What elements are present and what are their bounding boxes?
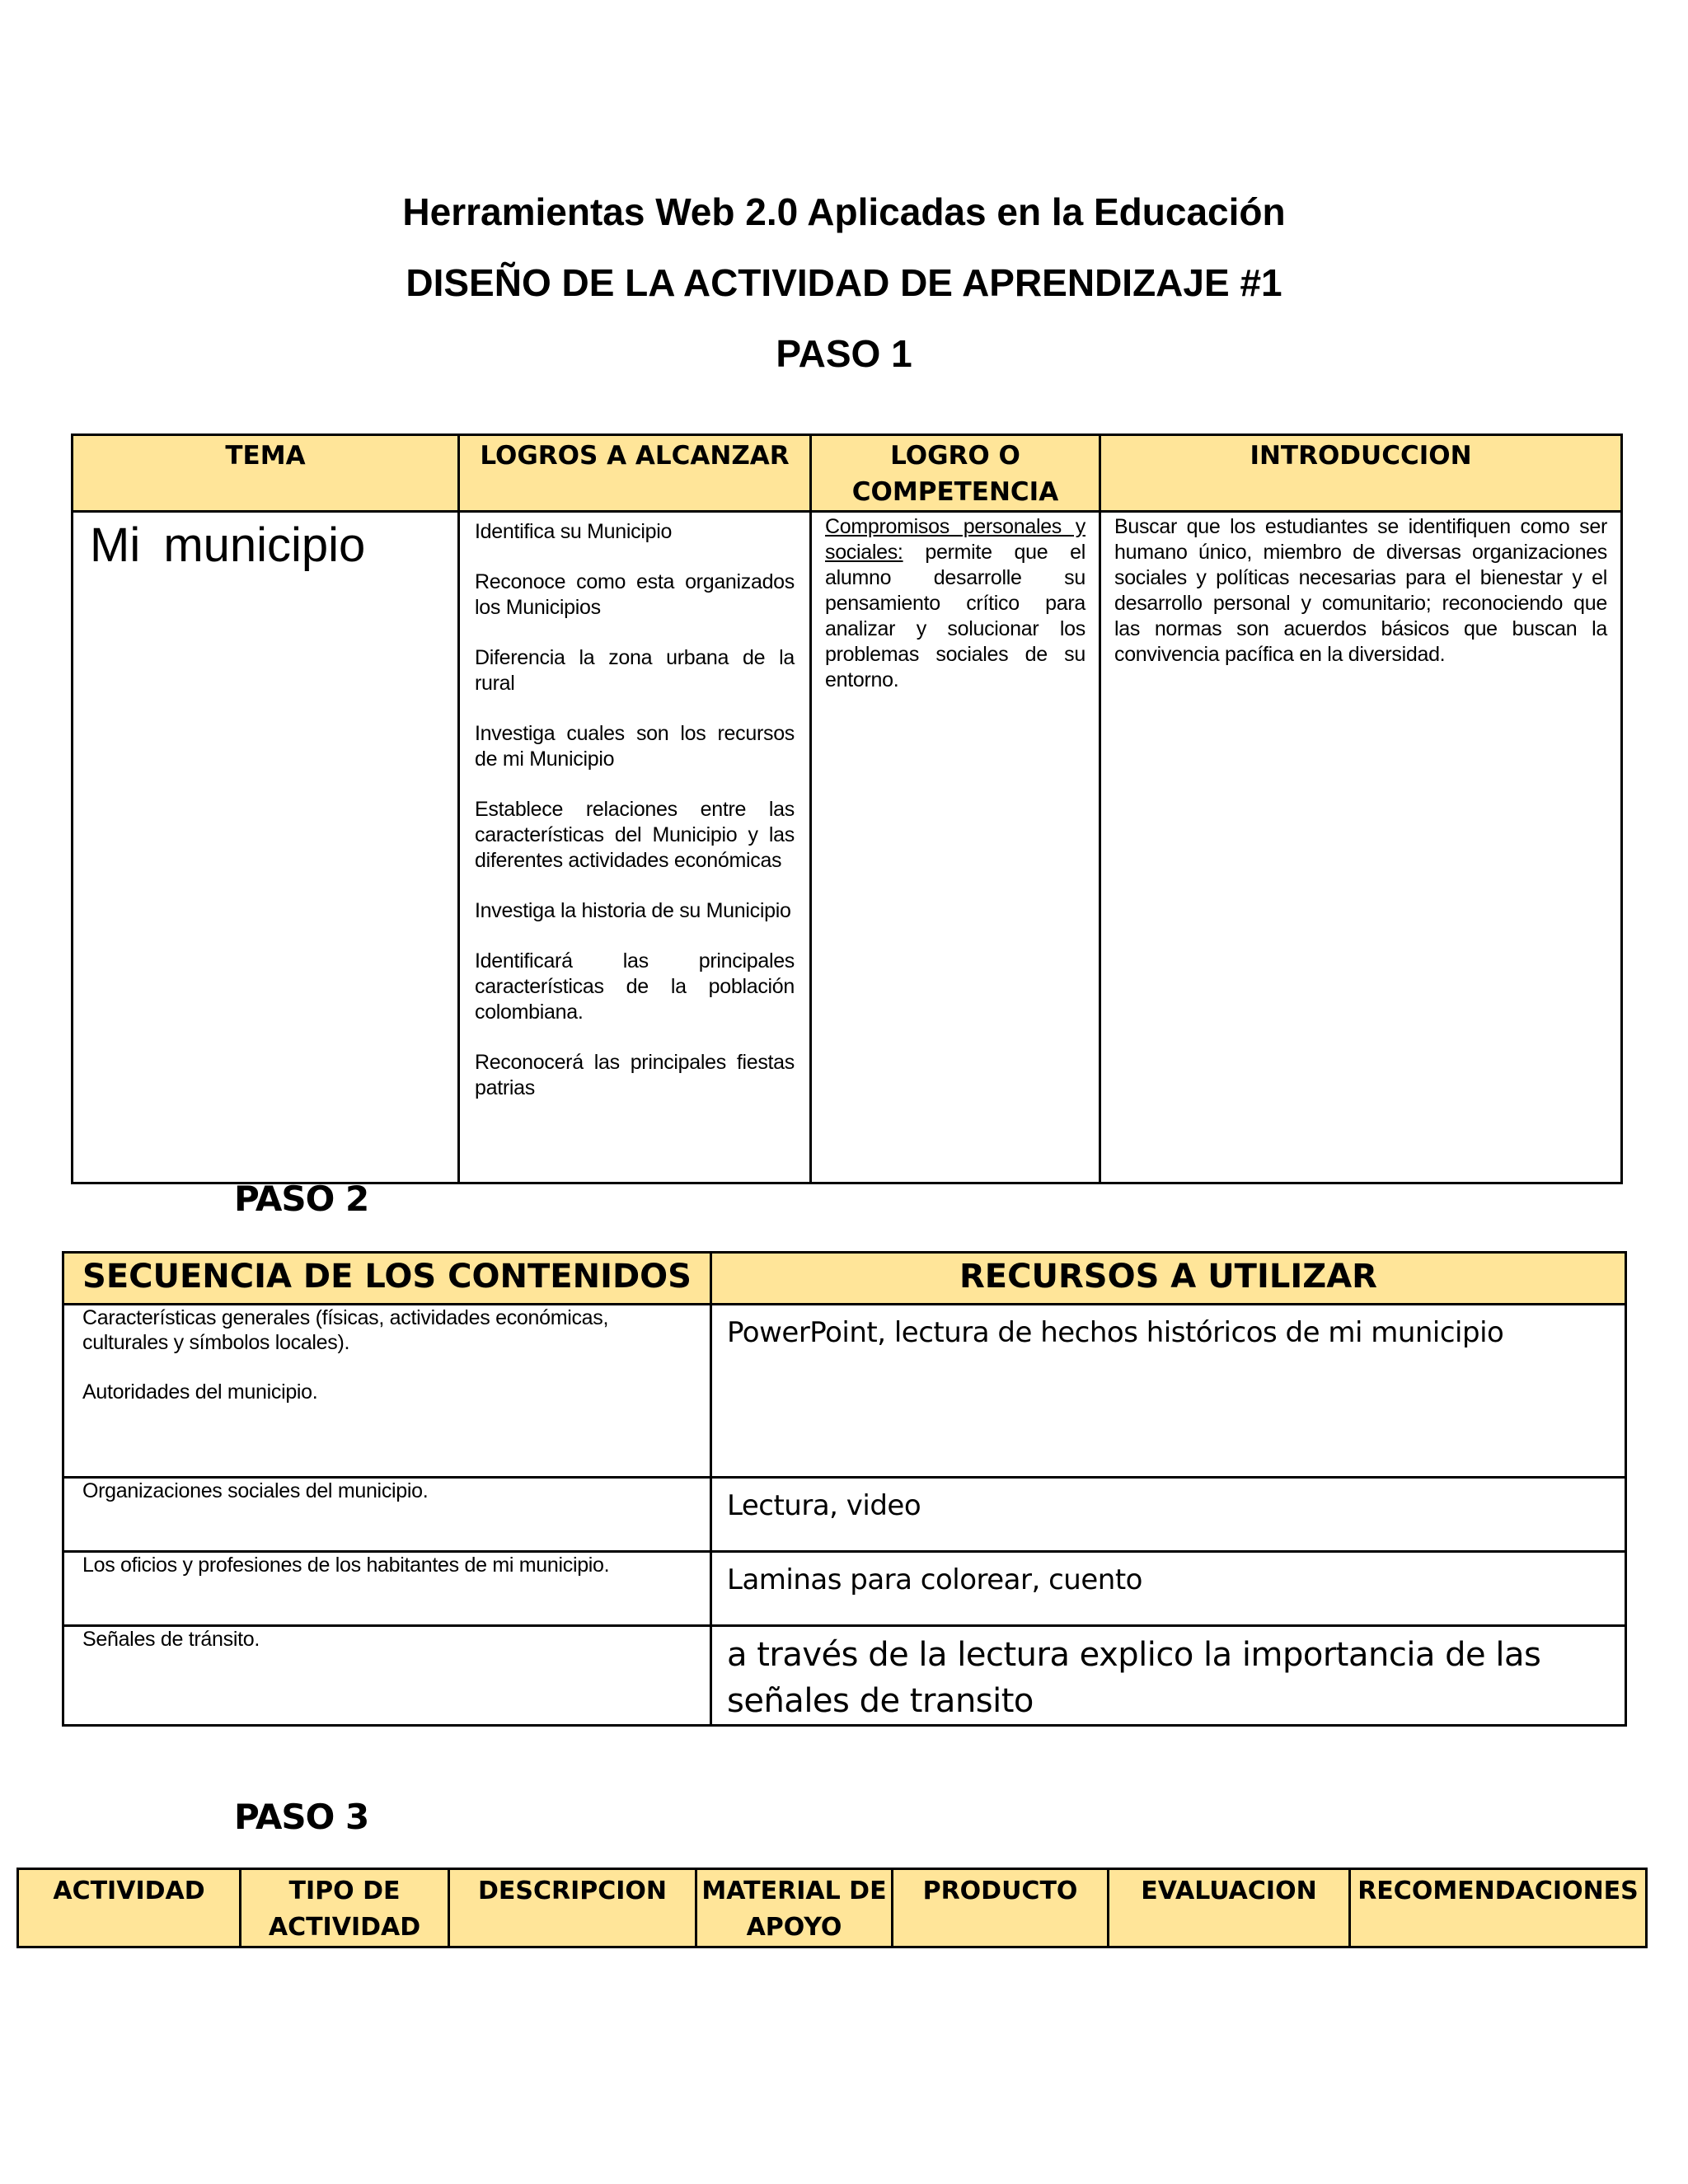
secuencia-cell [63, 1478, 711, 1552]
logro-item: Investiga cuales son los recursos de mi Municipio [475, 722, 795, 771]
logro-item: Identifica su Municipio [475, 520, 673, 543]
tema-text: Mi municipio [90, 518, 366, 572]
header-producto: PRODUCTO [893, 1869, 1109, 1947]
logros-list [460, 513, 809, 1101]
secuencia-item: Autoridades del municipio. [82, 1380, 318, 1404]
logro-item: Investiga la historia de su Municipio [475, 899, 791, 922]
header-recursos: RECURSOS A UTILIZAR [711, 1253, 1626, 1305]
logro-item: Establece relaciones entre las características del Municipio y las diferentes actividades económicas [475, 798, 795, 872]
logro-item: Identificará las principales características de la población colombiana. [475, 949, 795, 1024]
header-material-apoyo: MATERIAL DE APOYO [696, 1869, 893, 1947]
paso-2-header-row [63, 1253, 1626, 1305]
paso-1-heading: PASO 1 [776, 332, 912, 375]
header-actividad: ACTIVIDAD [18, 1869, 241, 1947]
recursos-text: Lectura, video [727, 1489, 921, 1522]
logro-item: Diferencia la zona urbana de la rural [475, 646, 795, 695]
header-evaluacion: EVALUACION [1109, 1869, 1350, 1947]
secuencia-item: Señales de tránsito. [82, 1628, 260, 1651]
recursos-text: a través de la lectura explico la importancia de las señales de transito [727, 1636, 1541, 1720]
paso-3-heading: PASO 3 [234, 1797, 369, 1837]
header-introduccion: INTRODUCCION [1100, 435, 1622, 512]
secuencia-item: Características generales (físicas, actividades económicas, culturales y símbolos locales). [82, 1306, 609, 1354]
recursos-cell [711, 1552, 1626, 1626]
header-recomendaciones: RECOMENDACIONES [1350, 1869, 1647, 1947]
recursos-cell [711, 1626, 1626, 1726]
paso-1-header-row [73, 435, 1622, 512]
tema-cell [73, 512, 459, 1183]
header-secuencia: SECUENCIA DE LOS CONTENIDOS [63, 1253, 711, 1305]
paso-1-table [71, 434, 1623, 1184]
paso-1-content-row [73, 512, 1622, 1183]
table-row [63, 1626, 1626, 1726]
header-descripcion: DESCRIPCION [449, 1869, 696, 1947]
logro-item: Reconoce como esta organizados los Municipios [475, 570, 795, 619]
competencia-heading: Compromisos personales y sociales: [825, 515, 1085, 564]
recursos-text: Laminas para colorear, cuento [727, 1563, 1142, 1596]
paso-3-header-row [18, 1869, 1647, 1947]
table-row [63, 1305, 1626, 1478]
secuencia-item: Los oficios y profesiones de los habitantes de mi municipio. [82, 1554, 610, 1577]
introduccion-cell [1100, 512, 1622, 1183]
table-row [63, 1552, 1626, 1626]
paso-2-table [62, 1251, 1627, 1727]
secuencia-cell [63, 1552, 711, 1626]
secuencia-cell [63, 1626, 711, 1726]
recursos-text: PowerPoint, lectura de hechos históricos de mi municipio [727, 1316, 1504, 1349]
header-tema: TEMA [73, 435, 459, 512]
recursos-cell [711, 1478, 1626, 1552]
paso-3-table [16, 1868, 1648, 1948]
logros-cell [459, 512, 811, 1183]
competencia-cell [811, 512, 1100, 1183]
table-row [63, 1478, 1626, 1552]
paso-2-heading: PASO 2 [234, 1179, 369, 1219]
activity-design-heading: DISEÑO DE LA ACTIVIDAD DE APRENDIZAJE #1 [406, 261, 1282, 304]
header-tipo-actividad: TIPO DE ACTIVIDAD [241, 1869, 449, 1947]
introduccion-text: Buscar que los estudiantes se identifiquen como ser humano único, miembro de diversas organizaciones sociales y políticas necesarias para el bienestar y el desarrollo personal y comunitario; reconociendo que las normas son acuerdos básicos que buscan la convivencia pacífica en la diversidad. [1114, 515, 1607, 666]
logro-item: Reconocerá las principales fiestas patrias [475, 1051, 795, 1099]
document-title: Herramientas Web 2.0 Aplicadas en la Educación [402, 190, 1286, 233]
header-logros: LOGROS A ALCANZAR [459, 435, 811, 512]
secuencia-item: Organizaciones sociales del municipio. [82, 1479, 429, 1502]
competencia-text [812, 513, 1099, 693]
competencia-body: permite que el alumno desarrolle su pensamiento crítico para analizar y solucionar los problemas sociales de su entorno. [825, 541, 1085, 691]
recursos-cell [711, 1305, 1626, 1478]
header-competencia: LOGRO O COMPETENCIA [811, 435, 1100, 512]
secuencia-cell [63, 1305, 711, 1478]
